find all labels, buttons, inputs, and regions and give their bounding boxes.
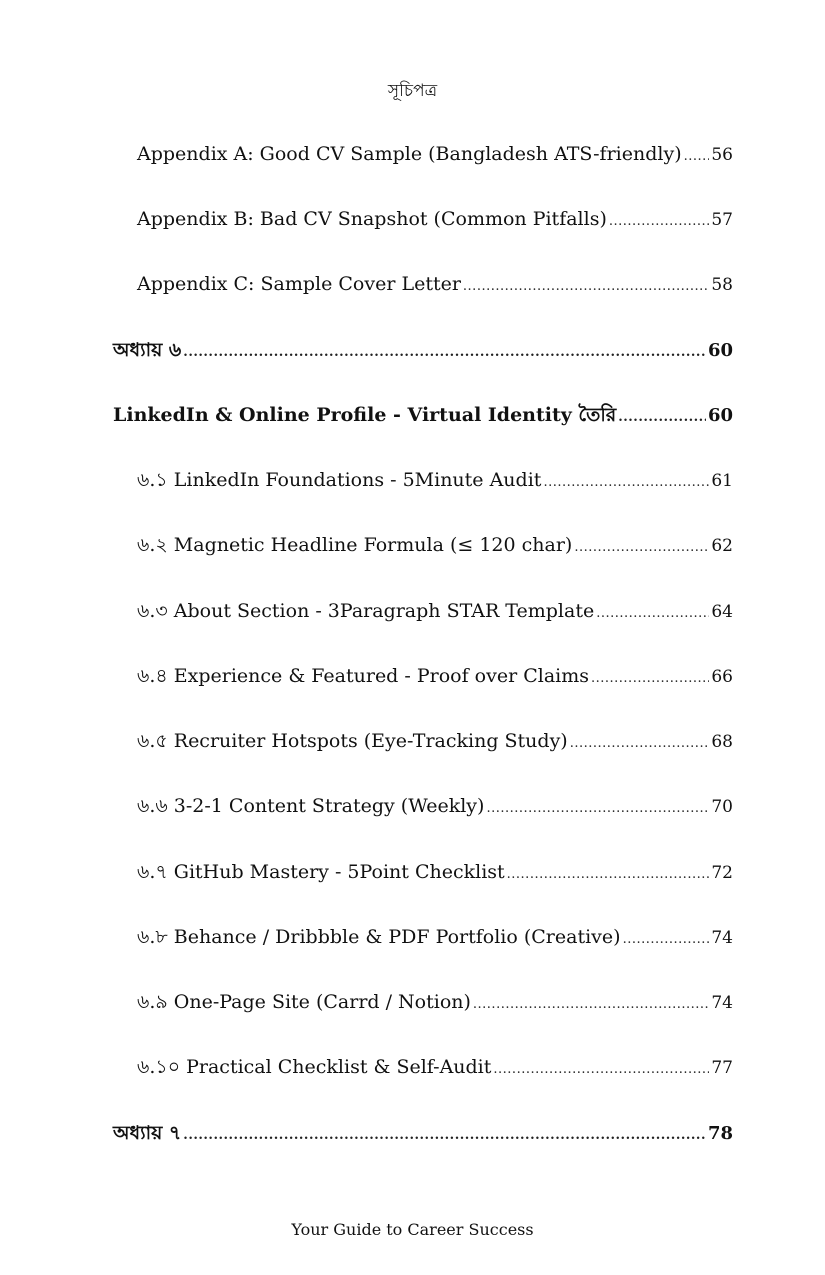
toc-entry-6-2[interactable]	[137, 532, 733, 561]
toc-entry-6-1[interactable]	[137, 467, 733, 496]
toc-entry-appendix-a[interactable]	[137, 141, 733, 170]
page-header-title: সূচিপত্র	[387, 81, 438, 101]
toc-entry-title: ৬.২ Magnetic Headline Formula (≤ 120 char)	[137, 534, 573, 556]
toc-entry-page: 74	[711, 928, 733, 948]
dot-leader	[543, 470, 709, 496]
dot-leader	[486, 796, 709, 822]
toc-entry-title: Appendix A: Good CV Sample (Bangladesh ATS-friendly)	[137, 143, 682, 165]
toc-entry-page: 74	[711, 993, 733, 1013]
toc-entry-6-10[interactable]	[137, 1054, 733, 1083]
toc-entry-page: 66	[711, 667, 733, 687]
dot-leader	[609, 209, 709, 235]
toc-entry-title: Appendix B: Bad CV Snapshot (Common Pitfalls)	[137, 208, 607, 230]
toc-entry-title: ৬.৬ 3-2-1 Content Strategy (Weekly)	[137, 795, 485, 817]
dot-leader	[623, 927, 710, 953]
dot-leader	[618, 405, 706, 431]
toc-entry-title: ৬.৯ One-Page Site (Carrd / Notion)	[137, 991, 471, 1013]
toc-chapter-7[interactable]	[113, 1120, 733, 1149]
toc-entry-page: 60	[707, 405, 733, 426]
dot-leader	[596, 601, 709, 627]
toc-entry-6-7[interactable]	[137, 859, 733, 888]
toc-entry-page: 61	[711, 471, 733, 491]
toc-entry-title: অধ্যায় ৭	[113, 1122, 182, 1144]
toc-entry-title: ৬.৪ Experience & Featured - Proof over Claims	[137, 665, 589, 687]
dot-leader	[493, 1057, 709, 1083]
toc-entry-title: LinkedIn & Online Profile - Virtual Identity তৈরি	[113, 404, 617, 426]
dot-leader	[183, 1123, 706, 1149]
dot-leader	[591, 666, 709, 692]
toc-entry-page: 70	[711, 797, 733, 817]
toc-entry-page: 58	[711, 275, 733, 295]
toc-entry-title: ৬.১০ Practical Checklist & Self-Audit	[137, 1056, 492, 1078]
toc-entry-page: 68	[711, 732, 733, 752]
dot-leader	[463, 274, 709, 300]
toc-entry-title: Appendix C: Sample Cover Letter	[137, 273, 461, 295]
dot-leader	[570, 731, 710, 757]
dot-leader	[473, 992, 709, 1018]
toc-entry-title: ৬.৮ Behance / Dribbble & PDF Portfolio (Creative)	[137, 926, 621, 948]
toc-entry-6-5[interactable]	[137, 728, 733, 757]
toc-entry-6-8[interactable]	[137, 924, 733, 953]
toc-entry-page: 72	[711, 863, 733, 883]
toc-entry-page: 60	[707, 340, 733, 361]
page-footer-text: Your Guide to Career Success	[291, 1220, 534, 1239]
toc-entry-appendix-c[interactable]	[137, 271, 733, 300]
toc-entry-page: 77	[711, 1058, 733, 1078]
toc-entry-page: 57	[711, 210, 733, 230]
dot-leader	[684, 144, 710, 170]
toc-entry-title: অধ্যায় ৬	[113, 339, 182, 361]
toc-entry-page: 78	[707, 1123, 733, 1144]
dot-leader	[507, 862, 710, 888]
toc-entry-6-4[interactable]	[137, 663, 733, 692]
toc-entry-title: ৬.৩ About Section - 3Paragraph STAR Template	[137, 600, 595, 622]
toc-entry-title: ৬.৫ Recruiter Hotspots (Eye-Tracking Study)	[137, 730, 568, 752]
toc-entry-6-3[interactable]	[137, 598, 733, 627]
dot-leader	[574, 535, 709, 561]
toc-entry-appendix-b[interactable]	[137, 206, 733, 235]
toc-entry-6-9[interactable]	[137, 989, 733, 1018]
toc-entry-page: 56	[711, 145, 733, 165]
toc-entry-page: 64	[711, 602, 733, 622]
toc-chapter-6-title[interactable]	[113, 402, 733, 431]
dot-leader	[183, 340, 706, 366]
toc-entry-6-6[interactable]	[137, 793, 733, 822]
toc-entry-title: ৬.১ LinkedIn Foundations - 5Minute Audit	[137, 469, 542, 491]
toc-chapter-6[interactable]	[113, 337, 733, 366]
toc-entry-title: ৬.৭ GitHub Mastery - 5Point Checklist	[137, 861, 505, 883]
toc-entry-page: 62	[711, 536, 733, 556]
